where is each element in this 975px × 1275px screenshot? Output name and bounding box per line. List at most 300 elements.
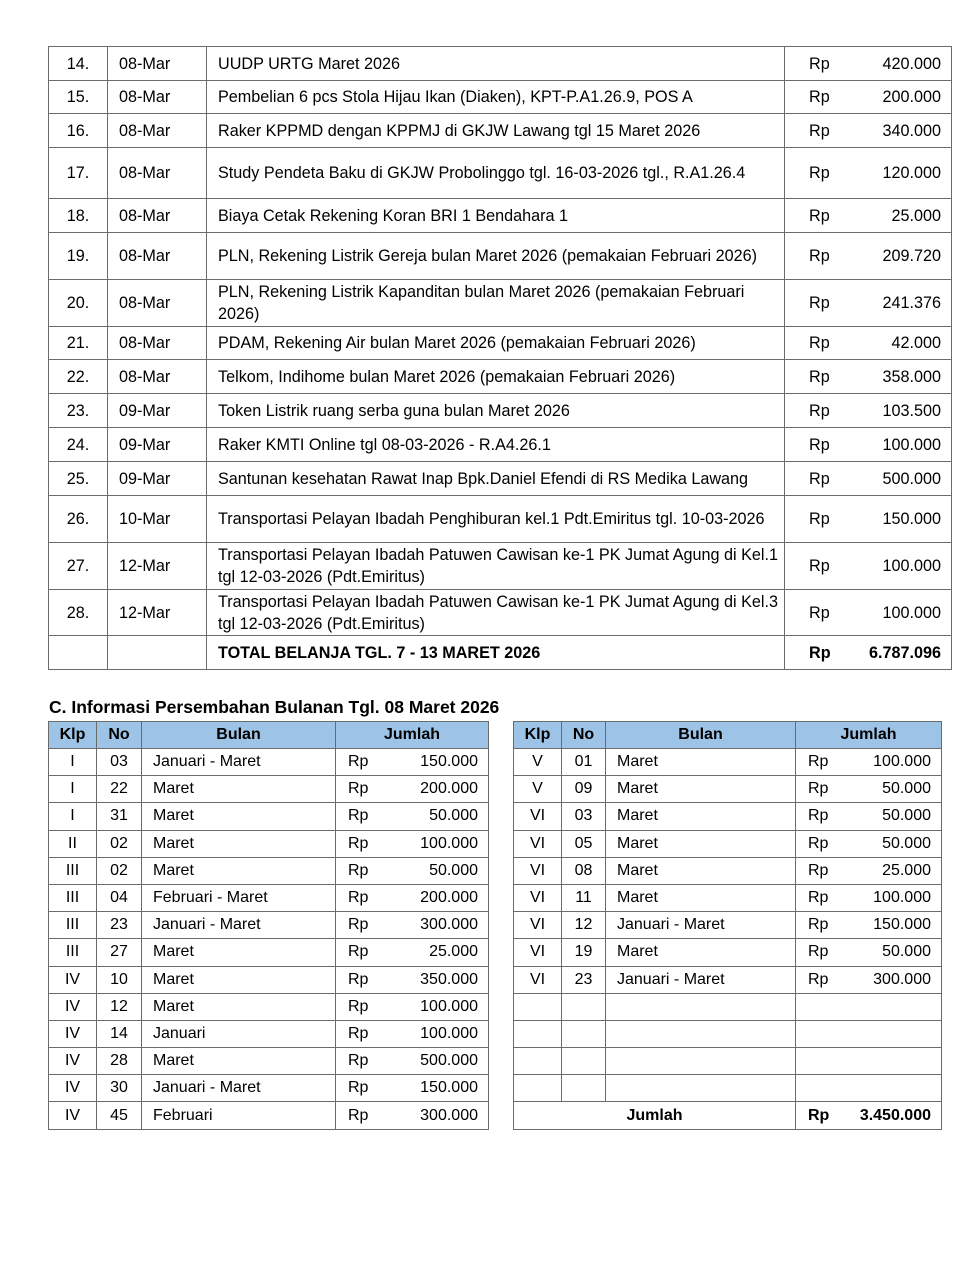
- offering-no: 23: [562, 966, 606, 993]
- offering-klp: III: [49, 857, 97, 884]
- currency-label: Rp: [348, 916, 369, 934]
- offering-amount-cell: [336, 1048, 489, 1075]
- offering-klp: [514, 993, 562, 1020]
- offering-bulan: Januari: [142, 1020, 336, 1047]
- offering-bulan: [606, 1020, 796, 1047]
- offering-total-label: Jumlah: [514, 1102, 796, 1129]
- offering-amount: 300.000: [873, 970, 931, 988]
- offering-header-row: [514, 722, 942, 749]
- expense-table: [48, 46, 952, 670]
- expense-amount: 100.000: [882, 435, 941, 454]
- expense-description: UUDP URTG Maret 2026: [207, 47, 785, 81]
- expense-total-amount: 6.787.096: [868, 643, 941, 662]
- expense-row: [49, 148, 952, 199]
- expense-amount: 200.000: [882, 88, 941, 106]
- expense-description: Study Pendeta Baku di GKJW Probolinggo tgl. 16-03-2026 tgl., R.A1.26.4: [207, 148, 785, 199]
- offering-amount-cell: [336, 830, 489, 857]
- offering-no: [562, 1075, 606, 1102]
- currency-label: Rp: [348, 780, 369, 798]
- currency-label: Rp: [348, 1052, 369, 1070]
- offering-amount: 150.000: [420, 753, 478, 771]
- expense-number: 23.: [49, 394, 108, 428]
- expense-number: 21.: [49, 327, 108, 360]
- currency-label: Rp: [809, 54, 830, 73]
- currency-label: Rp: [809, 164, 830, 182]
- offering-row: [49, 1048, 489, 1075]
- offering-row: [514, 884, 942, 911]
- expense-date: 08-Mar: [108, 280, 207, 327]
- currency-label: Rp: [808, 916, 829, 934]
- expense-date: 12-Mar: [108, 543, 207, 590]
- offering-klp: [514, 1048, 562, 1075]
- offering-row: [49, 993, 489, 1020]
- currency-label: Rp: [809, 367, 830, 386]
- offering-bulan: Maret: [142, 993, 336, 1020]
- offering-amount-cell: [336, 857, 489, 884]
- expense-date: 10-Mar: [108, 496, 207, 543]
- currency-label: Rp: [348, 753, 369, 771]
- offering-klp: I: [49, 776, 97, 803]
- offering-bulan: Maret: [142, 776, 336, 803]
- offering-no: 31: [97, 803, 142, 830]
- expense-amount: 42.000: [891, 334, 941, 352]
- offering-amount: 50.000: [882, 834, 931, 852]
- currency-label: Rp: [808, 807, 829, 825]
- offering-amount-cell: [336, 1020, 489, 1047]
- expense-number: 17.: [49, 148, 108, 199]
- offering-row: [49, 1075, 489, 1102]
- offering-no: 30: [97, 1075, 142, 1102]
- offering-klp: VI: [514, 803, 562, 830]
- offering-amount-cell: [796, 776, 942, 803]
- expense-row: [49, 496, 952, 543]
- offering-klp: IV: [49, 1048, 97, 1075]
- expense-row: [49, 233, 952, 280]
- offering-row: [514, 1048, 942, 1075]
- offering-amount-cell: [796, 803, 942, 830]
- expense-amount: 25.000: [891, 206, 941, 225]
- offering-amount-cell: [796, 1048, 942, 1075]
- expense-row: [49, 462, 952, 496]
- header-jumlah: Jumlah: [336, 722, 489, 749]
- offering-total-row: [514, 1102, 942, 1129]
- header-klp: Klp: [514, 722, 562, 749]
- offering-amount: 50.000: [429, 807, 478, 825]
- offering-bulan: Januari - Maret: [142, 912, 336, 939]
- offering-no: [562, 993, 606, 1020]
- expense-row: [49, 360, 952, 394]
- offering-amount: 100.000: [420, 997, 478, 1015]
- offering-row: [49, 1102, 489, 1129]
- expense-row: [49, 394, 952, 428]
- expense-total-amount-cell: [785, 636, 952, 670]
- expense-number: 15.: [49, 81, 108, 114]
- offering-klp: VI: [514, 966, 562, 993]
- expense-amount: 500.000: [882, 469, 941, 488]
- expense-description: Santunan kesehatan Rawat Inap Bpk.Daniel Efendi di RS Medika Lawang: [207, 462, 785, 496]
- offering-bulan: Februari: [142, 1102, 336, 1129]
- currency-label: Rp: [808, 861, 829, 879]
- offering-bulan: Maret: [606, 830, 796, 857]
- offering-row: [514, 857, 942, 884]
- currency-label: Rp: [348, 861, 369, 879]
- expense-number: 14.: [49, 47, 108, 81]
- offering-no: 14: [97, 1020, 142, 1047]
- expense-description: PDAM, Rekening Air bulan Maret 2026 (pemakaian Februari 2026): [207, 327, 785, 360]
- expense-description: Transportasi Pelayan Ibadah Patuwen Cawisan ke-1 PK Jumat Agung di Kel.1 tgl 12-03-2026 (Pdt.Emiritus): [207, 543, 785, 590]
- offering-klp: VI: [514, 857, 562, 884]
- header-jumlah: Jumlah: [796, 722, 942, 749]
- currency-label: Rp: [348, 997, 369, 1015]
- expense-amount-cell: [785, 462, 952, 496]
- offering-bulan: Maret: [606, 939, 796, 966]
- currency-label: Rp: [808, 753, 829, 771]
- offering-bulan: [606, 1075, 796, 1102]
- currency-label: Rp: [809, 88, 830, 106]
- currency-label: Rp: [809, 334, 830, 352]
- expense-amount-cell: [785, 327, 952, 360]
- empty-cell: [49, 636, 108, 670]
- offering-bulan: Maret: [606, 803, 796, 830]
- currency-label: Rp: [348, 807, 369, 825]
- offering-no: 04: [97, 884, 142, 911]
- expense-row: [49, 543, 952, 590]
- offering-klp: [514, 1020, 562, 1047]
- offering-amount: 50.000: [882, 807, 931, 825]
- offering-bulan: [606, 1048, 796, 1075]
- offering-amount-cell: [796, 749, 942, 776]
- offering-amount: 150.000: [420, 1079, 478, 1097]
- offering-no: 19: [562, 939, 606, 966]
- currency-label: Rp: [808, 780, 829, 798]
- currency-label: Rp: [809, 510, 830, 528]
- currency-label: Rp: [348, 1079, 369, 1097]
- offering-amount-cell: [796, 939, 942, 966]
- offering-amount: 150.000: [873, 916, 931, 934]
- currency-label: Rp: [809, 557, 830, 575]
- offering-klp: III: [49, 939, 97, 966]
- offering-amount-cell: [336, 939, 489, 966]
- expense-number: 28.: [49, 590, 108, 636]
- currency-label: Rp: [809, 121, 830, 140]
- expense-total-label: TOTAL BELANJA TGL. 7 - 13 MARET 2026: [207, 636, 785, 670]
- expense-description: Transportasi Pelayan Ibadah Penghiburan kel.1 Pdt.Emiritus tgl. 10-03-2026: [207, 496, 785, 543]
- offering-amount-cell: [796, 830, 942, 857]
- expense-description: PLN, Rekening Listrik Kapanditan bulan Maret 2026 (pemakaian Februari 2026): [207, 280, 785, 327]
- expense-number: 25.: [49, 462, 108, 496]
- offering-amount: 500.000: [420, 1052, 478, 1070]
- expense-amount: 209.720: [882, 247, 941, 265]
- offering-amount: 350.000: [420, 970, 478, 988]
- offering-klp: IV: [49, 993, 97, 1020]
- offering-klp: VI: [514, 912, 562, 939]
- offering-bulan: [606, 993, 796, 1020]
- offering-bulan: Januari - Maret: [606, 966, 796, 993]
- offering-klp: IV: [49, 1075, 97, 1102]
- offering-row: [514, 749, 942, 776]
- expense-number: 20.: [49, 280, 108, 327]
- offering-no: 22: [97, 776, 142, 803]
- expense-description: Telkom, Indihome bulan Maret 2026 (pemakaian Februari 2026): [207, 360, 785, 394]
- offering-amount: 300.000: [420, 1106, 478, 1124]
- offering-no: 12: [562, 912, 606, 939]
- offering-klp: IV: [49, 1102, 97, 1129]
- offering-klp: III: [49, 912, 97, 939]
- offering-row: [514, 966, 942, 993]
- offering-no: 11: [562, 884, 606, 911]
- offering-klp: [514, 1075, 562, 1102]
- empty-cell: [108, 636, 207, 670]
- expense-amount-cell: [785, 590, 952, 636]
- offering-amount-cell: [796, 884, 942, 911]
- currency-label: Rp: [809, 247, 830, 265]
- expense-amount: 100.000: [882, 557, 941, 575]
- offering-bulan: Januari - Maret: [142, 749, 336, 776]
- expense-date: 08-Mar: [108, 81, 207, 114]
- offering-amount-cell: [336, 1102, 489, 1129]
- expense-date: 09-Mar: [108, 428, 207, 462]
- expense-date: 08-Mar: [108, 148, 207, 199]
- expense-description: Raker KPPMD dengan KPPMJ di GKJW Lawang tgl 15 Maret 2026: [207, 114, 785, 148]
- offering-total-amount: 3.450.000: [859, 1106, 931, 1124]
- expense-description: Biaya Cetak Rekening Koran BRI 1 Bendahara 1: [207, 199, 785, 233]
- expense-amount-cell: [785, 428, 952, 462]
- offering-row: [49, 884, 489, 911]
- offering-klp: I: [49, 803, 97, 830]
- offering-bulan: Maret: [142, 803, 336, 830]
- expense-amount-cell: [785, 394, 952, 428]
- expense-amount: 150.000: [882, 510, 941, 528]
- expense-date: 09-Mar: [108, 462, 207, 496]
- offering-no: 03: [97, 749, 142, 776]
- expense-amount: 100.000: [882, 603, 941, 622]
- expense-amount-cell: [785, 496, 952, 543]
- offering-row: [49, 776, 489, 803]
- currency-label: Rp: [809, 206, 830, 225]
- offering-amount-cell: [336, 776, 489, 803]
- currency-label: Rp: [808, 943, 829, 961]
- expense-amount: 120.000: [882, 164, 941, 182]
- offering-bulan: Maret: [142, 966, 336, 993]
- offering-amount: 50.000: [429, 861, 478, 879]
- offering-amount: 100.000: [873, 753, 931, 771]
- offering-row: [49, 830, 489, 857]
- offering-no: 12: [97, 993, 142, 1020]
- offering-klp: I: [49, 749, 97, 776]
- expense-table-body: [49, 47, 952, 670]
- offering-row: [514, 1075, 942, 1102]
- expense-amount: 103.500: [882, 401, 941, 420]
- expense-amount-cell: [785, 114, 952, 148]
- offering-klp: V: [514, 749, 562, 776]
- currency-label: Rp: [809, 294, 830, 312]
- offering-no: 10: [97, 966, 142, 993]
- offering-amount: 200.000: [420, 889, 478, 907]
- offering-bulan: Maret: [606, 884, 796, 911]
- offering-row: [514, 803, 942, 830]
- offering-amount: 25.000: [882, 861, 931, 879]
- expense-amount: 340.000: [882, 121, 941, 140]
- currency-label: Rp: [809, 643, 831, 662]
- offering-amount-cell: [336, 749, 489, 776]
- offering-amount-cell: [796, 993, 942, 1020]
- offering-amount-cell: [796, 1075, 942, 1102]
- expense-date: 09-Mar: [108, 394, 207, 428]
- offering-bulan: Januari - Maret: [606, 912, 796, 939]
- offering-amount: 25.000: [429, 943, 478, 961]
- offering-row: [514, 939, 942, 966]
- offering-no: 09: [562, 776, 606, 803]
- offering-row: [514, 830, 942, 857]
- offering-amount: 200.000: [420, 780, 478, 798]
- offering-row: [49, 1020, 489, 1047]
- offering-klp: VI: [514, 830, 562, 857]
- offering-klp: III: [49, 884, 97, 911]
- offering-amount: 300.000: [420, 916, 478, 934]
- currency-label: Rp: [808, 889, 829, 907]
- expense-date: 12-Mar: [108, 590, 207, 636]
- offering-no: 45: [97, 1102, 142, 1129]
- offering-bulan: Maret: [606, 776, 796, 803]
- offering-no: 05: [562, 830, 606, 857]
- expense-amount: 241.376: [882, 294, 941, 312]
- offering-no: 02: [97, 830, 142, 857]
- expense-row: [49, 47, 952, 81]
- offering-amount: 100.000: [873, 889, 931, 907]
- offering-amount-cell: [336, 803, 489, 830]
- currency-label: Rp: [348, 889, 369, 907]
- expense-amount-cell: [785, 280, 952, 327]
- expense-date: 08-Mar: [108, 47, 207, 81]
- currency-label: Rp: [348, 834, 369, 852]
- offering-row: [49, 912, 489, 939]
- expense-total-row: [49, 636, 952, 670]
- offering-row: [49, 749, 489, 776]
- expense-number: 24.: [49, 428, 108, 462]
- expense-date: 08-Mar: [108, 199, 207, 233]
- expense-amount-cell: [785, 199, 952, 233]
- offering-no: 01: [562, 749, 606, 776]
- expense-amount-cell: [785, 360, 952, 394]
- expense-description: Pembelian 6 pcs Stola Hijau Ikan (Diaken), KPT-P.A1.26.9, POS A: [207, 81, 785, 114]
- expense-number: 27.: [49, 543, 108, 590]
- offering-row: [514, 912, 942, 939]
- offering-no: 02: [97, 857, 142, 884]
- currency-label: Rp: [348, 970, 369, 988]
- offering-amount-cell: [796, 966, 942, 993]
- offering-amount-cell: [336, 1075, 489, 1102]
- offering-klp: IV: [49, 966, 97, 993]
- expense-description: PLN, Rekening Listrik Gereja bulan Maret 2026 (pemakaian Februari 2026): [207, 233, 785, 280]
- offering-total-amount-cell: [796, 1102, 942, 1129]
- currency-label: Rp: [808, 834, 829, 852]
- offering-amount: 50.000: [882, 943, 931, 961]
- expense-date: 08-Mar: [108, 114, 207, 148]
- currency-label: Rp: [348, 1106, 369, 1124]
- offering-table-left: [48, 721, 489, 1130]
- expense-row: [49, 590, 952, 636]
- offering-klp: V: [514, 776, 562, 803]
- expense-number: 16.: [49, 114, 108, 148]
- expense-amount-cell: [785, 543, 952, 590]
- offering-bulan: Maret: [606, 749, 796, 776]
- offering-amount: 100.000: [420, 834, 478, 852]
- expense-date: 08-Mar: [108, 327, 207, 360]
- offering-bulan: Maret: [142, 830, 336, 857]
- offering-no: 08: [562, 857, 606, 884]
- offering-amount-cell: [796, 912, 942, 939]
- offering-row: [49, 939, 489, 966]
- offering-amount: 100.000: [420, 1024, 478, 1042]
- currency-label: Rp: [808, 970, 829, 988]
- currency-label: Rp: [348, 943, 369, 961]
- header-klp: Klp: [49, 722, 97, 749]
- currency-label: Rp: [808, 1106, 830, 1124]
- header-bulan: Bulan: [142, 722, 336, 749]
- offering-amount-cell: [796, 1020, 942, 1047]
- expense-date: 08-Mar: [108, 233, 207, 280]
- offering-no: 23: [97, 912, 142, 939]
- offering-header-row: [49, 722, 489, 749]
- offering-klp: II: [49, 830, 97, 857]
- offering-row: [514, 1020, 942, 1047]
- expense-description: Raker KMTI Online tgl 08-03-2026 - R.A4.26.1: [207, 428, 785, 462]
- offering-bulan: Maret: [606, 857, 796, 884]
- header-no: No: [562, 722, 606, 749]
- offering-amount-cell: [796, 857, 942, 884]
- expense-amount: 420.000: [882, 54, 941, 73]
- expense-number: 22.: [49, 360, 108, 394]
- expense-description: Token Listrik ruang serba guna bulan Maret 2026: [207, 394, 785, 428]
- expense-amount-cell: [785, 148, 952, 199]
- header-bulan: Bulan: [606, 722, 796, 749]
- expense-row: [49, 199, 952, 233]
- section-title: C. Informasi Persembahan Bulanan Tgl. 08 Maret 2026: [49, 697, 500, 717]
- expense-description: Transportasi Pelayan Ibadah Patuwen Cawisan ke-1 PK Jumat Agung di Kel.3 tgl 12-03-2026 (Pdt.Emiritus): [207, 590, 785, 636]
- offering-bulan: Maret: [142, 857, 336, 884]
- offering-no: [562, 1048, 606, 1075]
- offering-table-right: [513, 721, 942, 1130]
- offering-klp: VI: [514, 884, 562, 911]
- header-no: No: [97, 722, 142, 749]
- offering-klp: IV: [49, 1020, 97, 1047]
- offering-bulan: Januari - Maret: [142, 1075, 336, 1102]
- offering-no: 03: [562, 803, 606, 830]
- offering-row: [514, 776, 942, 803]
- offering-row: [49, 803, 489, 830]
- offering-amount-cell: [336, 993, 489, 1020]
- expense-row: [49, 327, 952, 360]
- currency-label: Rp: [348, 1024, 369, 1042]
- offering-amount-cell: [336, 966, 489, 993]
- offering-row: [514, 993, 942, 1020]
- offering-amount: 50.000: [882, 780, 931, 798]
- offering-bulan: Maret: [142, 1048, 336, 1075]
- offering-bulan: Februari - Maret: [142, 884, 336, 911]
- expense-date: 08-Mar: [108, 360, 207, 394]
- expense-row: [49, 114, 952, 148]
- expense-amount-cell: [785, 47, 952, 81]
- expense-amount-cell: [785, 81, 952, 114]
- offering-row: [49, 966, 489, 993]
- expense-number: 19.: [49, 233, 108, 280]
- currency-label: Rp: [809, 435, 830, 454]
- currency-label: Rp: [809, 469, 830, 488]
- offering-no: [562, 1020, 606, 1047]
- offering-left-body: [49, 749, 489, 1130]
- offering-no: 27: [97, 939, 142, 966]
- offering-right-body: [514, 749, 942, 1102]
